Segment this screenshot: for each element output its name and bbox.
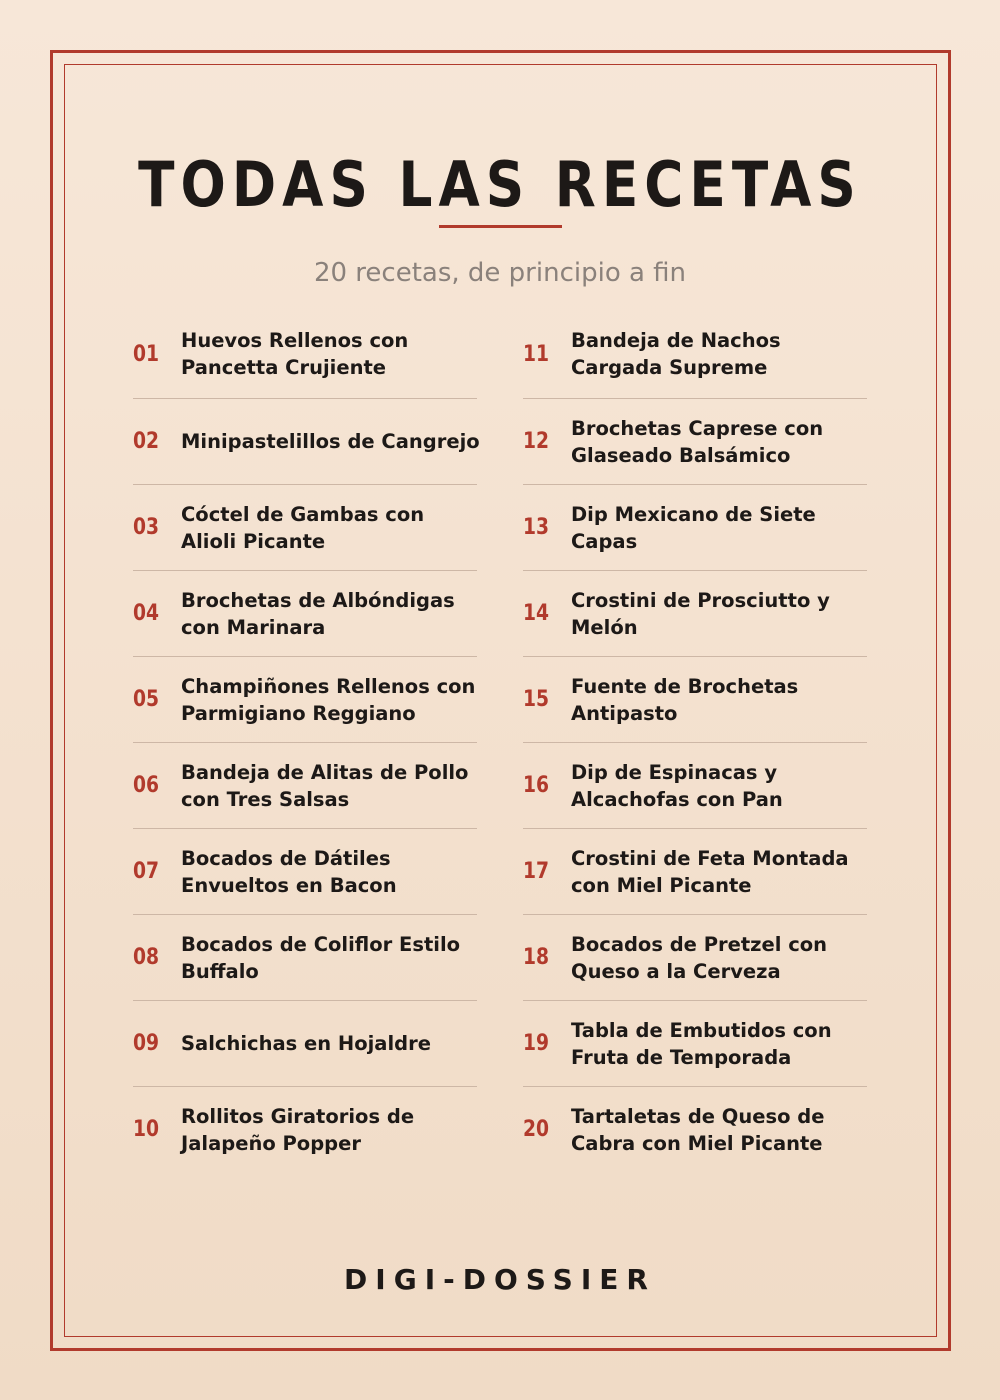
recipe-number: 07	[133, 859, 160, 884]
recipe-number: 17	[523, 859, 550, 884]
recipe-number: 12	[523, 429, 550, 454]
recipe-number: 06	[133, 773, 160, 798]
recipe-number: 20	[523, 1117, 550, 1142]
recipe-item	[133, 484, 477, 570]
recipe-name: Salchichas en Hojaldre	[181, 1032, 431, 1055]
recipe-item	[523, 312, 867, 398]
recipe-number: 04	[133, 601, 160, 626]
recipe-number: 15	[523, 687, 550, 712]
recipe-number: 09	[133, 1031, 160, 1056]
page-subtitle: 20 recetas, de principio a fin	[313, 258, 687, 288]
recipe-item	[133, 398, 480, 484]
recipe-item	[133, 312, 477, 398]
brand-footer: DIGI-DOSSIER	[344, 1263, 656, 1296]
recipe-number: 05	[133, 687, 160, 712]
recipe-item	[523, 914, 867, 1000]
recipe-name: Tabla de Embutidos con Fruta de Temporada	[571, 1018, 832, 1069]
recipe-name: Bocados de Coliflor Estilo Buffalo	[181, 932, 461, 983]
recipe-number: 01	[133, 341, 160, 367]
recipe-item	[523, 656, 867, 742]
recipe-list-right	[523, 312, 867, 1172]
recipe-number: 02	[133, 429, 160, 454]
recipe-item	[523, 570, 867, 656]
recipe-name: Fuente de Brochetas Antipasto	[571, 674, 799, 725]
recipe-item	[133, 1086, 477, 1172]
recipe-number: 19	[523, 1031, 550, 1056]
recipe-item	[133, 570, 477, 656]
recipe-name: Dip de Espinacas y Alcachofas con Pan	[571, 760, 783, 811]
recipe-number: 10	[133, 1117, 160, 1142]
recipe-item	[133, 914, 477, 1000]
recipe-number: 18	[523, 945, 550, 970]
recipe-name: Dip Mexicano de Siete Capas	[571, 502, 816, 553]
recipe-name: Bandeja de Nachos Cargada Supreme	[571, 329, 781, 379]
recipe-number: 11	[523, 341, 550, 367]
recipe-item	[133, 656, 477, 742]
recipe-item	[523, 1086, 867, 1172]
recipe-name: Champiñones Rellenos con Parmigiano Reggiano	[181, 674, 476, 725]
recipe-name: Crostini de Prosciutto y Melón	[571, 588, 830, 639]
recipe-item	[523, 828, 867, 914]
recipe-number: 13	[523, 515, 550, 540]
recipe-list-left	[133, 312, 480, 1172]
recipe-number: 03	[133, 515, 160, 540]
recipe-item	[523, 398, 867, 484]
title-underline	[439, 225, 562, 228]
recipe-name: Cóctel de Gambas con Alioli Picante	[181, 502, 425, 553]
recipe-number: 14	[523, 601, 550, 626]
recipe-name: Bocados de Dátiles Envueltos en Bacon	[181, 846, 397, 897]
recipe-item	[133, 742, 477, 828]
recipe-item	[523, 742, 867, 828]
recipe-name: Tartaletas de Queso de Cabra con Miel Picante	[571, 1104, 825, 1155]
recipe-name: Brochetas Caprese con Glaseado Balsámico	[571, 416, 824, 467]
recipe-number: 16	[523, 773, 550, 798]
recipe-name: Bocados de Pretzel con Queso a la Cerveza	[571, 932, 828, 983]
page-title: TODAS LAS RECETAS	[138, 148, 862, 221]
recipe-item	[133, 1000, 477, 1086]
recipe-name: Brochetas de Albóndigas con Marinara	[181, 588, 455, 639]
recipe-name: Bandeja de Alitas de Pollo con Tres Salsas	[181, 760, 469, 811]
recipe-item	[133, 828, 477, 914]
recipe-name: Rollitos Giratorios de Jalapeño Popper	[181, 1104, 415, 1155]
recipe-item	[523, 484, 867, 570]
recipe-name: Minipastelillos de Cangrejo	[181, 430, 480, 453]
recipe-name: Huevos Rellenos con Pancetta Crujiente	[181, 329, 409, 379]
recipe-number: 08	[133, 945, 160, 970]
recipe-name: Crostini de Feta Montada con Miel Picante	[571, 846, 849, 897]
recipe-item	[523, 1000, 867, 1086]
